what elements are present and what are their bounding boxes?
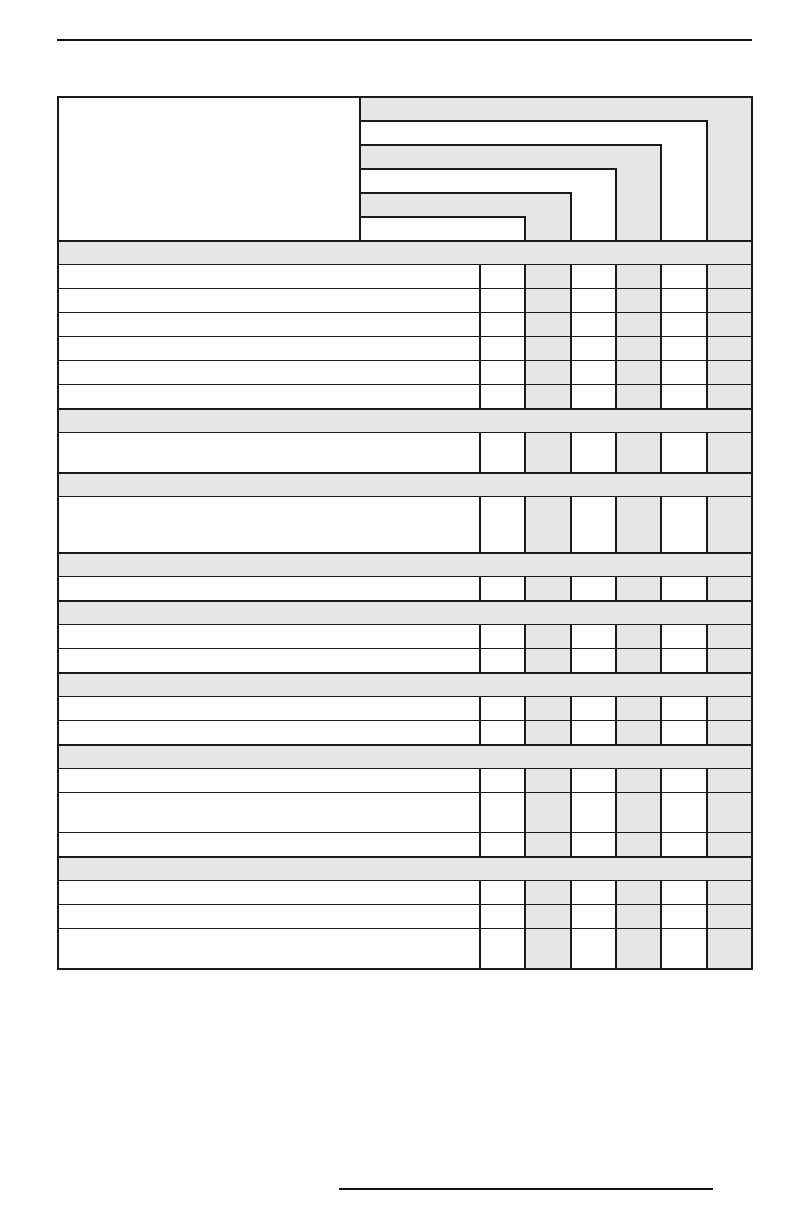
check-cell [525, 833, 571, 857]
check-cell [525, 769, 571, 793]
check-cell [571, 649, 616, 673]
check-cell [661, 833, 707, 857]
check-cell [571, 929, 616, 969]
column-header-drop-3 [571, 193, 616, 241]
check-cell [661, 905, 707, 929]
check-cell [616, 769, 661, 793]
check-cell [480, 289, 525, 313]
check-cell [707, 385, 752, 409]
check-cell [525, 649, 571, 673]
check-cell [661, 769, 707, 793]
check-cell [525, 929, 571, 969]
check-cell [661, 313, 707, 337]
check-cell [571, 625, 616, 649]
section-heading-band [58, 241, 752, 265]
check-cell [616, 793, 661, 833]
check-cell [571, 313, 616, 337]
check-cell [525, 721, 571, 745]
check-cell [616, 337, 661, 361]
check-cell [707, 577, 752, 601]
check-cell [480, 721, 525, 745]
row-label-cell [58, 577, 480, 601]
check-cell [571, 265, 616, 289]
check-cell [525, 337, 571, 361]
column-header-band-6 [360, 97, 752, 121]
check-cell [616, 721, 661, 745]
check-cell [525, 289, 571, 313]
check-cell [480, 385, 525, 409]
check-cell [616, 433, 661, 473]
check-cell [616, 929, 661, 969]
check-cell [707, 721, 752, 745]
section-heading-band [58, 473, 752, 497]
check-cell [480, 905, 525, 929]
check-cell [525, 793, 571, 833]
check-cell [661, 361, 707, 385]
column-header-drop-4 [616, 169, 661, 241]
check-cell [707, 793, 752, 833]
check-cell [480, 929, 525, 969]
column-header-band-2 [360, 193, 571, 217]
column-header-band-3 [360, 169, 616, 193]
section-heading-band [58, 601, 752, 625]
check-cell [571, 833, 616, 857]
check-cell [616, 881, 661, 905]
check-cell [571, 769, 616, 793]
check-cell [480, 361, 525, 385]
check-cell [525, 313, 571, 337]
check-cell [480, 881, 525, 905]
check-cell [480, 265, 525, 289]
check-cell [707, 265, 752, 289]
row-label-cell [58, 337, 480, 361]
check-cell [525, 265, 571, 289]
section-heading-band [58, 673, 752, 697]
check-cell [571, 337, 616, 361]
check-cell [616, 905, 661, 929]
row-label-cell [58, 649, 480, 673]
check-cell [525, 385, 571, 409]
row-label-cell [58, 385, 480, 409]
check-cell [616, 361, 661, 385]
check-cell [480, 337, 525, 361]
check-cell [707, 697, 752, 721]
check-cell [480, 833, 525, 857]
row-label-cell [58, 361, 480, 385]
check-cell [525, 497, 571, 553]
check-cell [661, 721, 707, 745]
check-cell [571, 905, 616, 929]
check-cell [571, 385, 616, 409]
check-cell [707, 833, 752, 857]
column-header-band-1 [360, 217, 525, 241]
check-cell [707, 929, 752, 969]
section-heading-band [58, 745, 752, 769]
check-cell [707, 881, 752, 905]
row-label-cell [58, 769, 480, 793]
check-cell [480, 577, 525, 601]
check-cell [525, 625, 571, 649]
row-label-cell [58, 929, 480, 969]
row-label-cell [58, 697, 480, 721]
check-cell [661, 289, 707, 313]
row-label-cell [58, 881, 480, 905]
check-cell [661, 385, 707, 409]
check-cell [480, 497, 525, 553]
check-cell [480, 625, 525, 649]
check-cell [616, 289, 661, 313]
check-cell [571, 577, 616, 601]
check-cell [707, 433, 752, 473]
check-cell [707, 313, 752, 337]
row-label-cell [58, 313, 480, 337]
check-cell [571, 793, 616, 833]
check-cell [661, 793, 707, 833]
check-cell [707, 905, 752, 929]
footer-rule [339, 1188, 713, 1190]
check-cell [616, 625, 661, 649]
check-cell [571, 361, 616, 385]
check-cell [616, 577, 661, 601]
check-cell [661, 929, 707, 969]
check-cell [571, 497, 616, 553]
check-cell [480, 793, 525, 833]
check-cell [616, 649, 661, 673]
check-cell [661, 577, 707, 601]
check-cell [480, 313, 525, 337]
column-header-drop-5 [661, 145, 707, 241]
row-label-cell [58, 833, 480, 857]
check-cell [661, 433, 707, 473]
row-label-cell [58, 289, 480, 313]
check-cell [571, 697, 616, 721]
check-cell [480, 697, 525, 721]
check-cell [661, 649, 707, 673]
check-cell [707, 289, 752, 313]
check-cell [525, 697, 571, 721]
check-cell [616, 833, 661, 857]
check-cell [525, 577, 571, 601]
row-label-cell [58, 497, 480, 553]
check-cell [616, 497, 661, 553]
check-cell [571, 289, 616, 313]
check-cell [661, 881, 707, 905]
check-cell [661, 697, 707, 721]
check-cell [571, 881, 616, 905]
row-label-cell [58, 905, 480, 929]
column-header-band-5 [360, 121, 707, 145]
check-cell [525, 881, 571, 905]
check-cell [525, 905, 571, 929]
check-cell [571, 433, 616, 473]
check-cell [707, 769, 752, 793]
row-label-cell [58, 793, 480, 833]
row-label-cell [58, 625, 480, 649]
column-header-drop-2 [525, 217, 571, 241]
row-label-cell [58, 721, 480, 745]
check-cell [616, 265, 661, 289]
check-cell [616, 385, 661, 409]
check-cell [707, 497, 752, 553]
column-header-band-4 [360, 145, 661, 169]
check-cell [525, 433, 571, 473]
check-cell [661, 625, 707, 649]
section-heading-band [58, 857, 752, 881]
check-cell [480, 769, 525, 793]
check-cell [480, 433, 525, 473]
section-heading-band [58, 553, 752, 577]
check-cell [661, 265, 707, 289]
row-label-cell [58, 265, 480, 289]
check-cell [661, 337, 707, 361]
check-cell [525, 361, 571, 385]
check-cell [571, 721, 616, 745]
check-cell [616, 313, 661, 337]
check-cell [707, 361, 752, 385]
check-cell [707, 337, 752, 361]
check-cell [480, 649, 525, 673]
row-label-cell [58, 433, 480, 473]
check-cell [661, 497, 707, 553]
check-cell [616, 697, 661, 721]
check-cell [707, 625, 752, 649]
column-header-drop-6 [707, 121, 752, 241]
section-heading-band [58, 409, 752, 433]
check-cell [707, 649, 752, 673]
